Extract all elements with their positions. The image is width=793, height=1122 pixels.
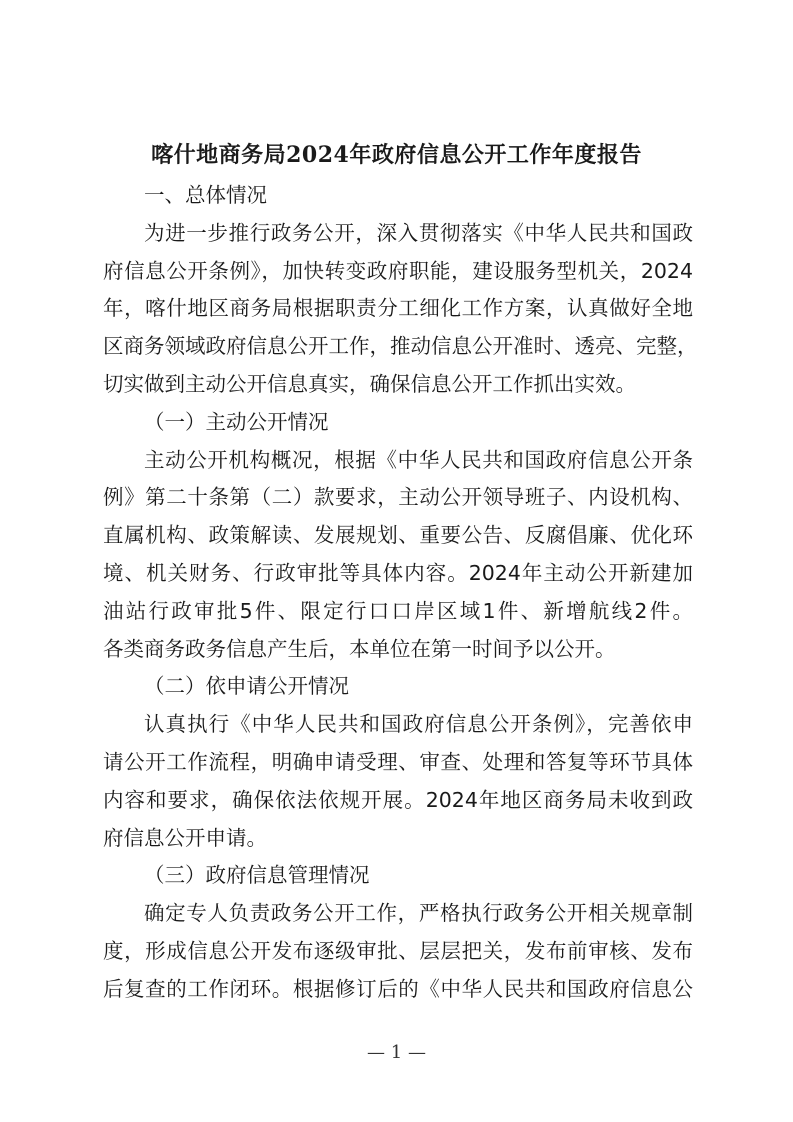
- body-line: 为进一步推行政务公开，深入贯彻落实《中华人民共和国政: [144, 220, 693, 245]
- body-line: 油站行政审批5件、限定行口口岸区域1件、新增航线2件。: [103, 598, 693, 623]
- body-line: 各类商务政务信息产生后，本单位在第一时间予以公开。: [103, 636, 616, 661]
- body-line: 府信息公开申请。: [103, 825, 267, 850]
- body-line: 直属机构、政策解读、发展规划、重要公告、反腐倡廉、优化环: [103, 523, 693, 548]
- body-line: （三）政府信息管理情况: [144, 863, 370, 888]
- page-number: — 1 —: [367, 1042, 426, 1063]
- body-line: 切实做到主动公开信息真实，确保信息公开工作抓出实效。: [103, 372, 636, 396]
- body-line: 一、总体情况: [144, 183, 267, 207]
- body-line: 主动公开机构概况，根据《中华人民共和国政府信息公开条: [144, 447, 693, 472]
- body-line: 府信息公开条例》，加快转变政府职能，建设服务型机关，2024: [103, 258, 693, 283]
- body-line: 区商务领域政府信息公开工作，推动信息公开准时、透亮、完整，: [103, 334, 698, 359]
- document-title: 喀什地商务局2024年政府信息公开工作年度报告: [151, 142, 642, 168]
- body-line: 请公开工作流程，明确申请受理、审查、处理和答复等环节具体: [103, 750, 693, 774]
- body-line: 后复查的工作闭环。根据修订后的《中华人民共和国政府信息公: [103, 976, 693, 1001]
- body-line: 境、机关财务、行政审批等具体内容。2024年主动公开新建加: [103, 561, 693, 585]
- body-line: 内容和要求，确保依法依规开展。2024年地区商务局未收到政: [103, 787, 693, 812]
- body-line: 认真执行《中华人民共和国政府信息公开条例》，完善依申: [144, 712, 693, 737]
- body-line: （一）主动公开情况: [144, 409, 329, 434]
- body-line: 确定专人负责政务公开工作，严格执行政务公开相关规章制: [144, 901, 693, 926]
- body-line: 例》第二十条第（二）款要求，主动公开领导班子、内设机构、: [103, 485, 693, 510]
- body-line: 年，喀什地区商务局根据职责分工细化工作方案，认真做好全地: [103, 296, 693, 321]
- body-line: （二）依申请公开情况: [144, 674, 349, 699]
- body-line: 度，形成信息公开发布逐级审批、层层把关，发布前审核、发布: [103, 939, 693, 963]
